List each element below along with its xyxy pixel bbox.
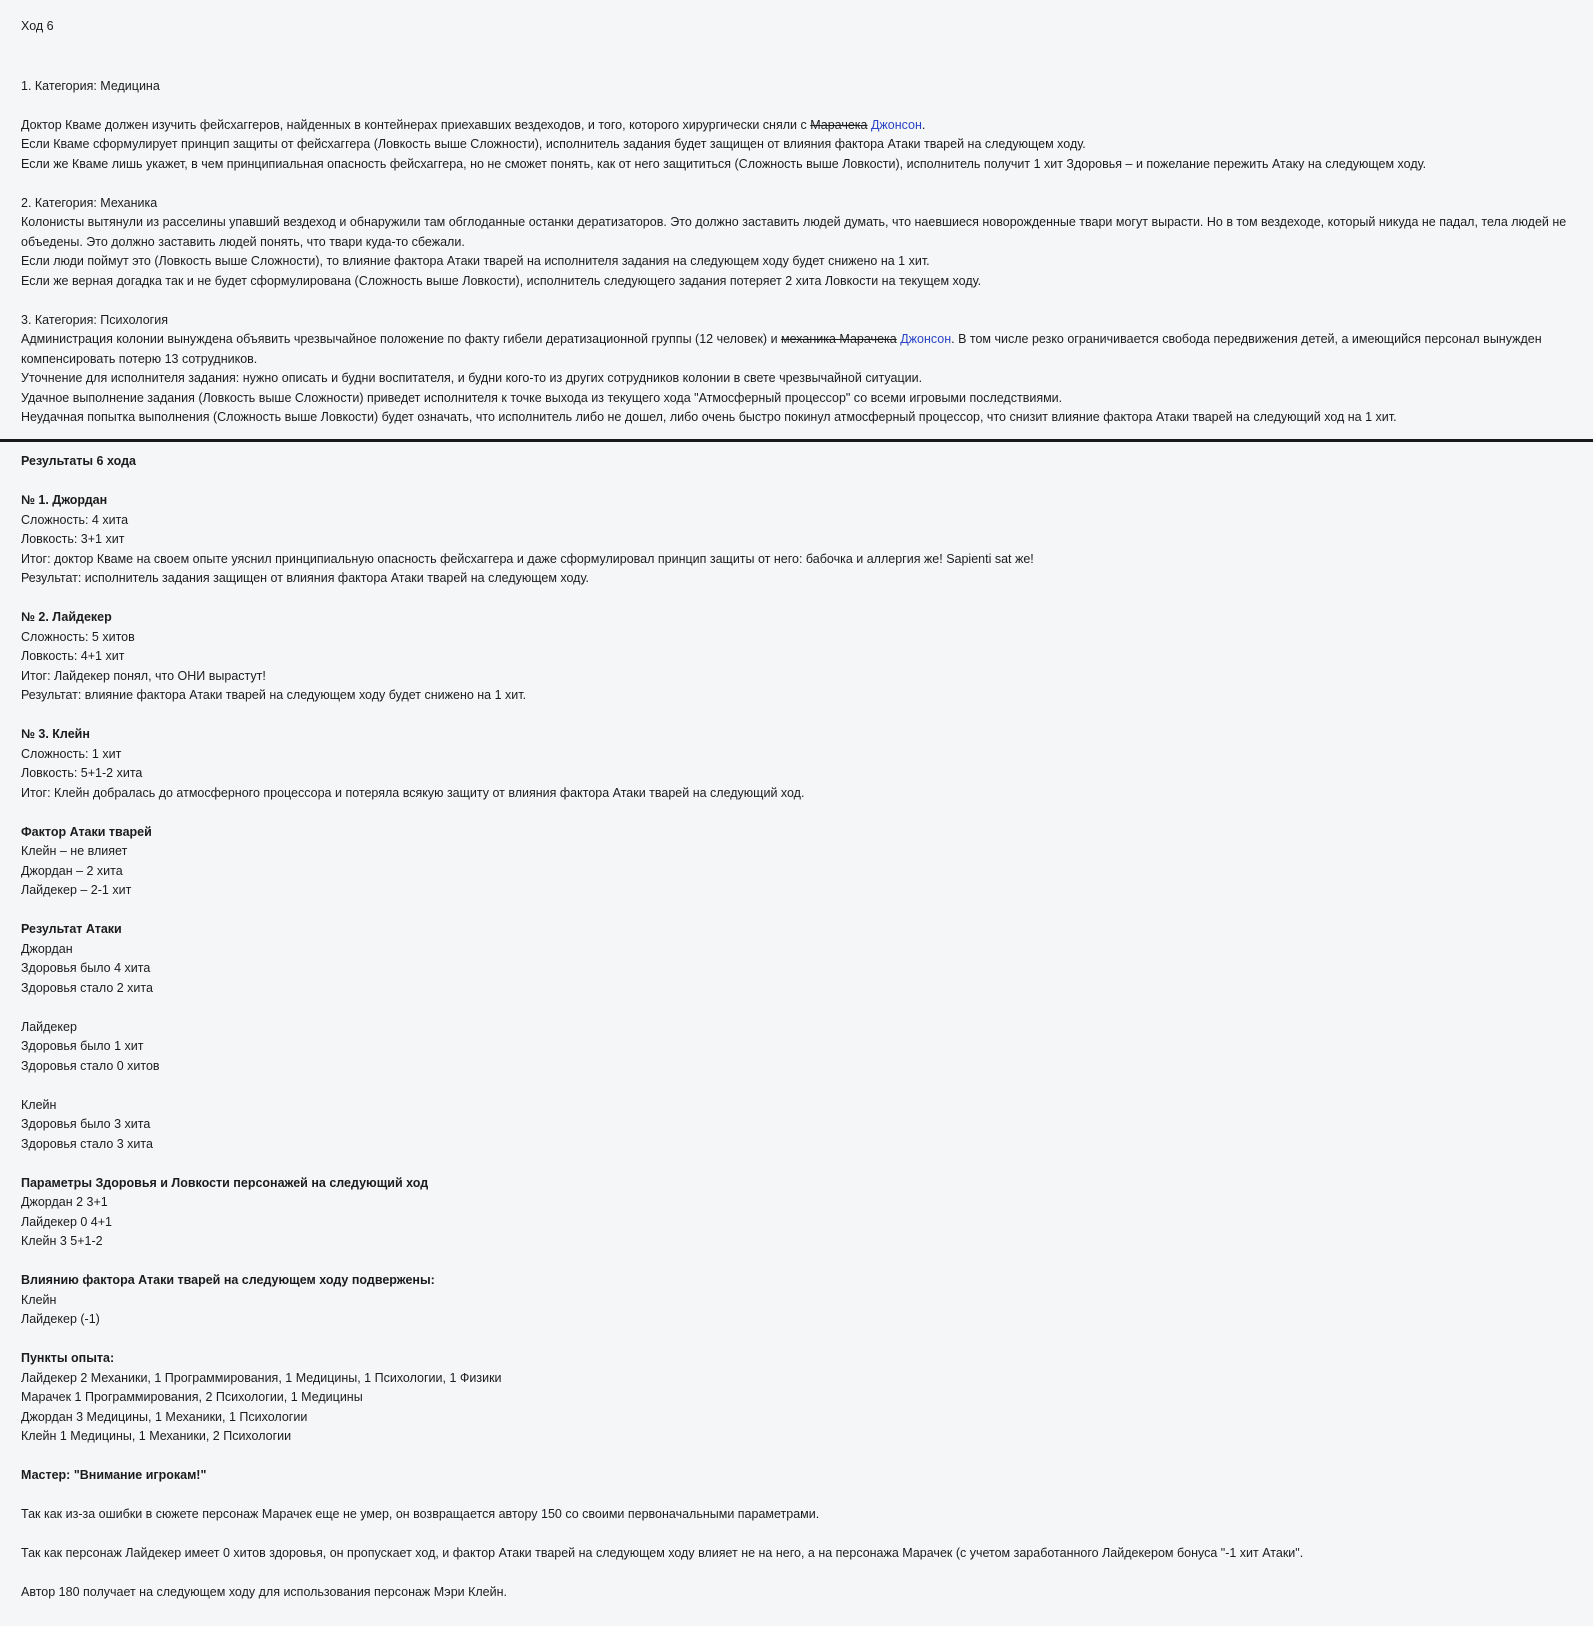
category-3-line-2: Уточнение для исполнителя задания: нужно описать и будни воспитателя, и будни кого-то из других сотрудников колонии в свете чрезвычайной ситуации. [21,371,923,385]
category-1-line-3: Если же Кваме лишь укажет, в чем принципиальная опасность фейсхаггера, но не сможет понять, как от него защититься (Сложность выше Ловкости), исполнитель получит 1 хит Здоровья – и пожелание пережить Атаку на следующем ходу. [21,156,1427,171]
params-heading: Параметры Здоровья и Ловкости персонажей на следующий ход [21,1175,429,1190]
turn-title: Ход 6 [21,19,54,33]
attack-result-name: Лайдекер [21,1019,77,1034]
result-2-summary: Итог: Лайдекер понял, что ОНИ вырастут! [21,668,266,683]
text: Доктор Кваме должен изучить фейсхаггеров, найденных в контейнерах приехавших вездеходов, и того, которого хирургически сняли с [21,117,811,132]
category-2-line-2: Если люди поймут это (Ловкость выше Сложности), то влияние фактора Атаки тварей на исполнителя задания на следующем ходу будет снижено на 1 хит. [21,254,930,268]
master-paragraph-1: Так как из-за ошибки в сюжете персонаж Марачек еще не умер, он возвращается автору 150 со своими первоначальными параметрами. [21,1507,820,1521]
result-2-agility: Ловкость: 4+1 хит [21,649,125,663]
result-3-difficulty: Сложность: 1 хит [21,746,122,761]
name-link[interactable]: Джонсон [870,117,922,132]
name-link[interactable]: Джонсон [900,332,952,346]
result-1-summary: Итог: доктор Кваме на своем опыте уяснил принципиальную опасность фейсхаггера и даже сформулировал принцип защиты от него: бабочка и аллергия же! Sapienti sat же! [21,551,1034,566]
category-1-heading: 1. Категория: Медицина [21,78,160,93]
attack-factor-heading: Фактор Атаки тварей [21,824,152,839]
params-item: Клейн 3 5+1-2 [21,1234,103,1248]
attack-result-before: Здоровья было 1 хит [21,1039,144,1053]
xp-heading: Пункты опыта: [21,1351,115,1365]
attack-result-name: Джордан [21,941,73,956]
attack-result-heading: Результат Атаки [21,922,122,936]
struck-name: механика Марачека [781,332,897,346]
result-2-difficulty: Сложность: 5 хитов [21,629,135,644]
result-1-result: Результат: исполнитель задания защищен от влияния фактора Атаки тварей на следующем ходу. [21,571,589,585]
results-title: Результаты 6 хода [21,454,136,468]
struck-name: Марачека [810,117,868,132]
affected-heading: Влиянию фактора Атаки тварей на следующем ходу подвержены: [21,1273,435,1287]
result-1-difficulty: Сложность: 4 хита [21,512,129,527]
params-item: Лайдекер 0 4+1 [21,1214,112,1229]
attack-result-before: Здоровья было 3 хита [21,1117,151,1131]
category-3-line-3: Удачное выполнение задания (Ловкость выше Сложности) приведет исполнителя к точке выхода из текущего хода "Атмосферный процессор" со всеми игровыми последствиями. [21,390,1063,405]
category-2-line-3: Если же верная догадка так и не будет сформулирована (Сложность выше Ловкости), исполнитель следующего задания потеряет 2 хита Ловкости на текущем ходу. [21,273,982,288]
attack-factor-item: Клейн – не влияет [21,844,128,858]
category-2-line-1: Колонисты вытянули из расселины упавший вездеход и обнаружили там обглоданные останки дератизаторов. Это должно заставить людей думать, что наевшиеся новорожденные твари могут вырасти. Но в том вездеходе, который никуда не падал, тела людей не объедены. Это должно заставить людей понять, что твари куда-то сбежали. [21,215,1567,249]
xp-item: Клейн 1 Медицины, 1 Механики, 2 Психологии [21,1429,292,1443]
result-1-heading: № 1. Джордан [21,493,108,507]
turn-post [0,0,1593,439]
attack-result-after: Здоровья стало 2 хита [21,980,153,995]
result-3-summary: Итог: Клейн добралась до атмосферного процессора и потеряла всякую защиту от влияния фактора Атаки тварей на следующий ход. [21,785,805,800]
category-3-line-4: Неудачная попытка выполнения (Сложность выше Ловкости) будет означать, что исполнитель либо не дошел, либо очень быстро покинул атмосферный процессор, что снизит влияние фактора Атаки тварей на следующий ход на 1 хит. [21,410,1397,424]
result-3-heading: № 3. Клейн [21,727,90,741]
master-heading: Мастер: "Внимание игрокам!" [21,1468,207,1482]
params-item: Джордан 2 3+1 [21,1195,108,1209]
result-2-heading: № 2. Лайдекер [21,610,112,624]
attack-result-after: Здоровья стало 3 хита [21,1136,153,1151]
affected-item: Лайдекер (-1) [21,1312,100,1326]
attack-result-after: Здоровья стало 0 хитов [21,1058,160,1073]
category-3-heading: 3. Категория: Психология [21,312,168,327]
affected-item: Клейн [21,1292,57,1307]
xp-item: Лайдекер 2 Механики, 1 Программирования, 1 Медицины, 1 Психологии, 1 Физики [21,1370,502,1385]
attack-factor-item: Джордан – 2 хита [21,863,123,878]
attack-factor-item: Лайдекер – 2-1 хит [21,883,132,897]
master-paragraph-3: Автор 180 получает на следующем ходу для использования персонаж Мэри Клейн. [21,1585,507,1599]
text: . [921,117,926,132]
attack-result-before: Здоровья было 4 хита [21,961,151,975]
category-1-line-1 [21,116,1572,136]
category-1-line-2: Если Кваме сформулирует принцип защиты от фейсхаггера (Ловкость выше Сложности), исполнитель задания будет защищен от влияния фактора Атаки тварей на следующем ходу. [21,137,1086,151]
result-2-result: Результат: влияние фактора Атаки тварей на следующем ходу будет снижено на 1 хит. [21,688,527,702]
text: . В том числе резко ограничивается свобода передвижения детей, а имеющийся персонал вынужден компенсировать потерю 13 сотрудников. [21,332,1542,366]
master-paragraph-2: Так как персонаж Лайдекер имеет 0 хитов здоровья, он пропускает ход, и фактор Атаки тварей на следующем ходу влияет не на него, а на персонажа Марачек (с учетом заработанного Лайдекером бонуса "-1 хит Атаки". [21,1546,1304,1560]
result-1-agility: Ловкость: 3+1 хит [21,532,125,546]
category-3-line-1 [21,330,1572,369]
result-3-agility: Ловкость: 5+1-2 хита [21,766,143,780]
xp-item: Джордан 3 Медицины, 1 Механики, 1 Психологии [21,1409,308,1424]
xp-item: Марачек 1 Программирования, 2 Психологии, 1 Медицины [21,1390,363,1404]
category-2-heading: 2. Категория: Механика [21,195,158,210]
attack-result-name: Клейн [21,1097,57,1112]
text: Администрация колонии вынуждена объявить чрезвычайное положение по факту гибели дератизационной группы (12 человек) и [21,332,782,346]
results-post [0,442,1593,1603]
